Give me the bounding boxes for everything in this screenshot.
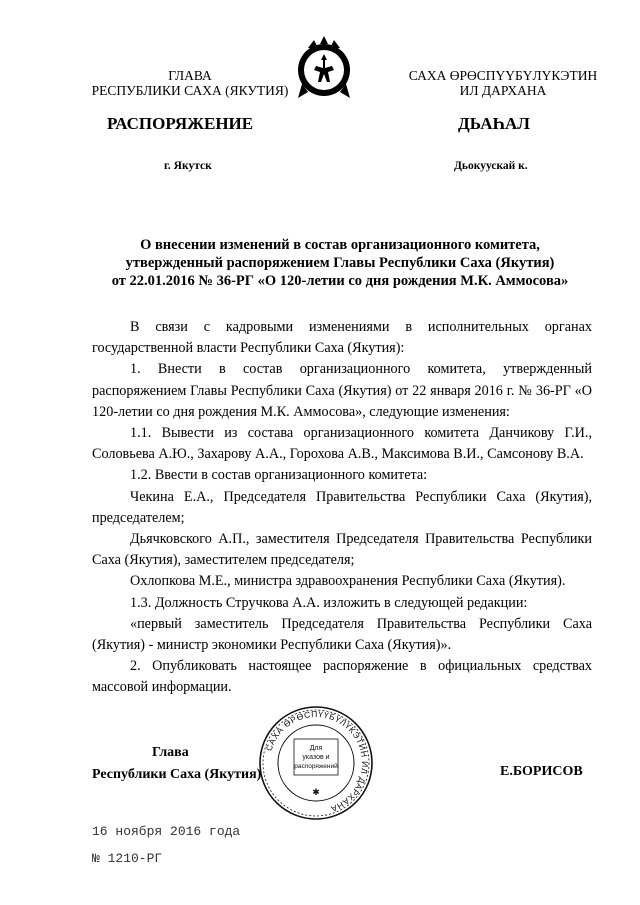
header-left-line1: ГЛАВА: [168, 68, 212, 83]
paragraph-2: 2. Опубликовать настоящее распоряжение в официальных средствах массовой информации.: [92, 658, 592, 696]
title-line3: от 22.01.2016 № 36-РГ «О 120-летии со дня рождения М.К. Аммосова»: [111, 273, 569, 289]
header-right-line1: САХА ӨРӨСПҮҮБҮЛҮКЭТИН: [408, 68, 598, 83]
document-title: [60, 236, 620, 290]
header-right: [388, 68, 618, 98]
paragraph-1-3: 1.3. Должность Стручкова А.А. изложить в следующей редакции:: [130, 594, 528, 611]
stamp-center-line3: распоряжений: [294, 763, 338, 770]
title-line1: О внесении изменений в состав организационного комитета,: [140, 237, 540, 253]
paragraph-1-2: 1.2. Ввести в состав организационного комитета:: [130, 467, 428, 484]
stamp-star-icon: ✱: [312, 787, 320, 797]
signature-title-line2: Республики Саха (Якутия): [92, 767, 262, 782]
coat-of-arms-emblem: [294, 36, 354, 106]
official-stamp-seal: [258, 705, 374, 821]
signatory-name: Е.БОРИСОВ: [500, 764, 583, 779]
header-left-line2: РЕСПУБЛИКИ САХА (ЯКУТИЯ): [91, 83, 289, 98]
document-body: [92, 317, 592, 699]
title-line2: утвержденный распоряжением Главы Республики Саха (Якутия): [125, 255, 555, 271]
paragraph-quote: «первый заместитель Председателя Правительства Республики Саха (Якутия) - министр экономики Республики Саха (Якутия)».: [92, 615, 592, 654]
city-ru: г. Якутск: [164, 160, 212, 172]
footer-date: 16 ноября 2016 года: [92, 824, 241, 839]
paragraph-dyachkovsky: Дьячковского А.П., заместителя Председателя Правительства Республики Саха (Якутия), заместителем председателя;: [92, 531, 592, 569]
stamp-center-line2: указов и: [302, 754, 330, 761]
doc-type-sakha: ДЬАҺАЛ: [458, 114, 530, 133]
paragraph-1-1: 1.1. Вывести из состава организационного комитета Данчикову Г.И., Соловьева А.Ю., Захарову А.А., Горохова А.В., Максимова В.И., Самсонову В.А.: [92, 425, 592, 463]
paragraph-okhlopkov: Охлопкова М.Е., министра здравоохранения Республики Саха (Якутия).: [130, 573, 566, 590]
footer-number: № 1210-РГ: [92, 851, 163, 866]
paragraph-intro: В связи с кадровыми изменениями в исполнительных органах государственной власти Республики Саха (Якутия):: [92, 319, 592, 357]
paragraph-chekin: Чекина Е.А., Председателя Правительства Республики Саха (Якутия), председателем;: [92, 488, 592, 526]
header-right-line2: ИЛ ДАРХАНА: [459, 83, 547, 98]
doc-type-ru: РАСПОРЯЖЕНИЕ: [107, 114, 254, 133]
stamp-outer-text: САХА ӨРӨСПҮҮБҮЛҮКЭТИН ИЛ ДАРХАНА: [263, 708, 371, 815]
city-sakha: Дьокуускай к.: [454, 160, 528, 172]
signature-title: [92, 742, 272, 786]
paragraph-1: 1. Внести в состав организационного комитета, утвержденный распоряжением Главы Республики Саха (Якутия) от 22 января 2016 г. № 36-РГ «О 120-летии со дня рождения М.К. Аммосова», следующие изменения:: [92, 361, 592, 420]
signature-title-line1: Глава: [152, 745, 189, 760]
header-left: [60, 68, 320, 98]
stamp-center-line1: Для: [309, 745, 323, 752]
